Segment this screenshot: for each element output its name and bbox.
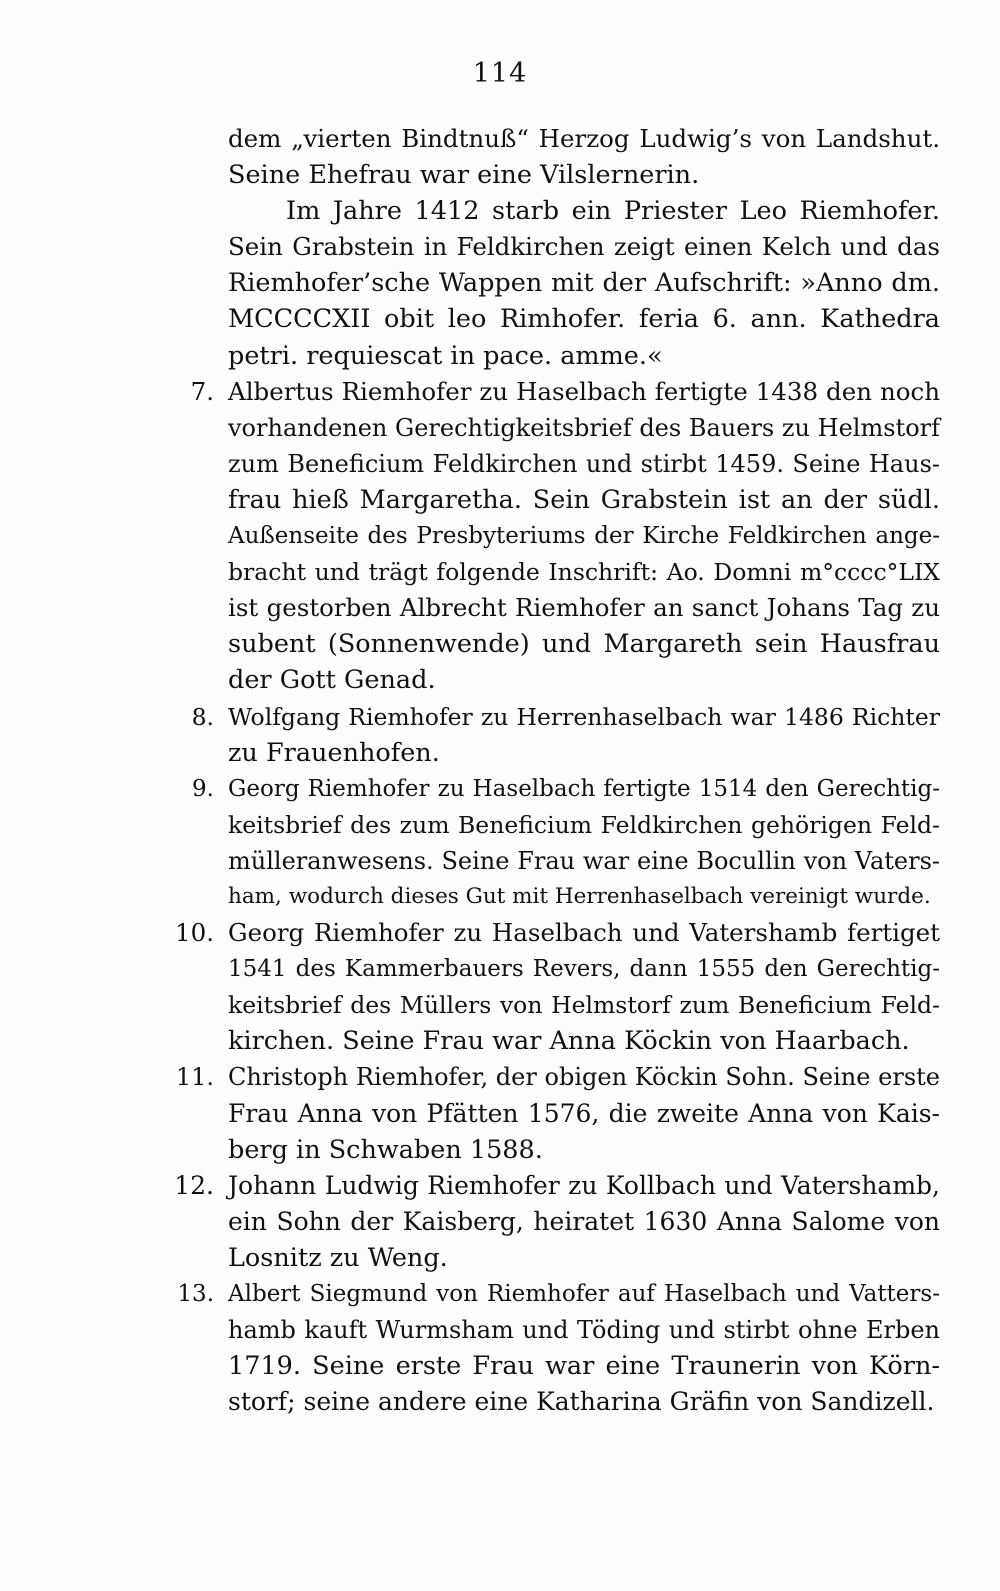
line-text: Albertus Riemhofer zu Haselbach fertigte 1438 den noch	[228, 376, 940, 406]
line-text: Albert Siegmund von Riemhofer auf Haselbach und Vatters-	[228, 1281, 940, 1307]
line-text: Seine Ehefrau war eine Vilslernerin.	[228, 160, 700, 191]
line-text: Losnitz zu Weng.	[228, 1242, 448, 1273]
text-line	[228, 1240, 940, 1276]
text-line	[228, 662, 940, 698]
text-line	[228, 554, 940, 590]
text-line	[192, 771, 940, 807]
line-text: ein Sohn der Kaisberg, heiratet 1630 Anna Salome von	[228, 1206, 940, 1236]
numbered-entry	[190, 374, 940, 699]
text-line	[228, 843, 940, 879]
text-line	[228, 265, 940, 301]
line-text: keitsbrief des zum Beneficium Feldkirchen gehörigen Feld-	[228, 810, 940, 839]
text-line	[191, 699, 940, 735]
text-line	[175, 915, 940, 951]
text-line	[228, 879, 940, 915]
line-text: ham, wodurch dieses Gut mit Herrenhaselbach vereinigt wurde.	[228, 883, 931, 909]
paragraph	[228, 193, 940, 373]
line-text: zum Beneficium Feldkirchen und stirbt 1459. Seine Haus-	[228, 449, 940, 478]
numbered-entry	[192, 771, 940, 915]
numbered-entry	[175, 915, 940, 1059]
text-line	[228, 193, 940, 229]
text-line	[174, 1168, 940, 1204]
numbered-entry	[174, 1168, 940, 1276]
paragraph	[228, 121, 940, 193]
text-line	[228, 987, 940, 1023]
entry-number: 10.	[175, 918, 214, 948]
entry-number: 12.	[174, 1170, 214, 1200]
line-text: Außenseite des Presbyteriums der Kirche Feldkirchen ange-	[228, 523, 940, 550]
line-text: storf; seine andere eine Katharina Gräfin von Sandizell.	[228, 1387, 935, 1417]
entry-number: 11.	[175, 1063, 214, 1092]
numbered-entry	[191, 699, 940, 771]
entry-number: 7.	[190, 376, 214, 406]
text-line	[228, 121, 940, 157]
line-text: bracht und trägt folgende Inschrift: Ao. Domni m°cccc°LIX	[228, 558, 940, 587]
text-line	[228, 1132, 940, 1168]
text-line	[228, 518, 940, 554]
line-text: kirchen. Seine Frau war Anna Köckin von Haarbach.	[228, 1026, 910, 1057]
text-line	[228, 301, 940, 337]
line-text: hamb kauft Wurmsham und Töding und stirbt ohne Erben	[228, 1316, 940, 1345]
line-text: mülleranwesens. Seine Frau war eine Bocullin von Vaters-	[228, 846, 940, 875]
text-line	[190, 374, 940, 410]
line-text: keitsbrief des Müllers von Helmstorf zum Beneficium Feld-	[228, 991, 940, 1020]
text-line	[177, 1276, 940, 1312]
line-text: ist gestorben Albrecht Riemhofer an sanct Johans Tag zu	[228, 593, 940, 623]
line-text: Sein Grabstein in Feldkirchen zeigt einen Kelch und das	[228, 232, 940, 262]
line-text: Riemhofer’sche Wappen mit der Aufschrift: »Anno dm.	[228, 268, 940, 299]
text-line	[228, 807, 940, 843]
text-line	[228, 446, 940, 482]
line-text: Georg Riemhofer zu Haselbach und Vatershamb fertiget	[228, 918, 940, 948]
entry-number: 13.	[177, 1281, 214, 1307]
text-line	[175, 1059, 940, 1095]
line-text: Im Jahre 1412 starb ein Priester Leo Riemhofer.	[286, 196, 940, 227]
text-line	[228, 1204, 940, 1240]
line-text: petri. requiescat in pace. amme.«	[228, 340, 663, 371]
page-number: 114	[472, 58, 528, 89]
entry-number: 8.	[191, 702, 214, 731]
text-line	[228, 1348, 940, 1384]
numbered-entry	[177, 1276, 940, 1420]
text-line	[228, 735, 940, 771]
text-line	[228, 951, 940, 987]
text-line	[228, 626, 940, 662]
text-line	[228, 1096, 940, 1132]
text-line	[228, 1312, 940, 1348]
line-text: 1719. Seine erste Frau war eine Traunerin von Körn-	[228, 1351, 940, 1382]
line-text: berg in Schwaben 1588.	[228, 1134, 543, 1165]
page-text	[174, 121, 940, 1420]
line-text: subent (Sonnenwende) und Margareth sein Hausfrau	[228, 629, 940, 660]
entry-number: 9.	[192, 775, 214, 802]
line-text: vorhandenen Gerechtigkeitsbrief des Bauers zu Helmstorf	[228, 413, 940, 442]
line-text: Christoph Riemhofer, der obigen Köckin Sohn. Seine erste	[228, 1063, 940, 1092]
text-line	[228, 482, 940, 518]
text-line	[228, 338, 940, 374]
line-text: MCCCCXII obit leo Rimhofer. feria 6. ann. Kathedra	[228, 304, 940, 335]
line-text: Wolfgang Riemhofer zu Herrenhaselbach war 1486 Richter	[228, 702, 940, 731]
text-line	[228, 1384, 940, 1420]
line-text: dem „vierten Bindtnuß“ Herzog Ludwig’s von Landshut.	[228, 124, 940, 153]
text-line	[228, 157, 940, 193]
line-text: Frau Anna von Pfätten 1576, die zweite Anna von Kais-	[228, 1098, 940, 1128]
text-line	[228, 1023, 940, 1059]
line-text: zu Frauenhofen.	[228, 737, 440, 768]
line-text: Johann Ludwig Riemhofer zu Kollbach und Vatershamb,	[228, 1170, 940, 1200]
text-line	[228, 590, 940, 626]
numbered-entry	[175, 1059, 940, 1167]
line-text: der Gott Genad.	[228, 665, 436, 696]
text-line	[228, 410, 940, 446]
line-text: frau hieß Margaretha. Sein Grabstein ist an der südl.	[228, 484, 940, 515]
line-text: Georg Riemhofer zu Haselbach fertigte 1514 den Gerechtig-	[228, 775, 940, 802]
text-line	[228, 229, 940, 265]
line-text: 1541 des Kammerbauers Revers, dann 1555 den Gerechtig-	[228, 956, 940, 983]
